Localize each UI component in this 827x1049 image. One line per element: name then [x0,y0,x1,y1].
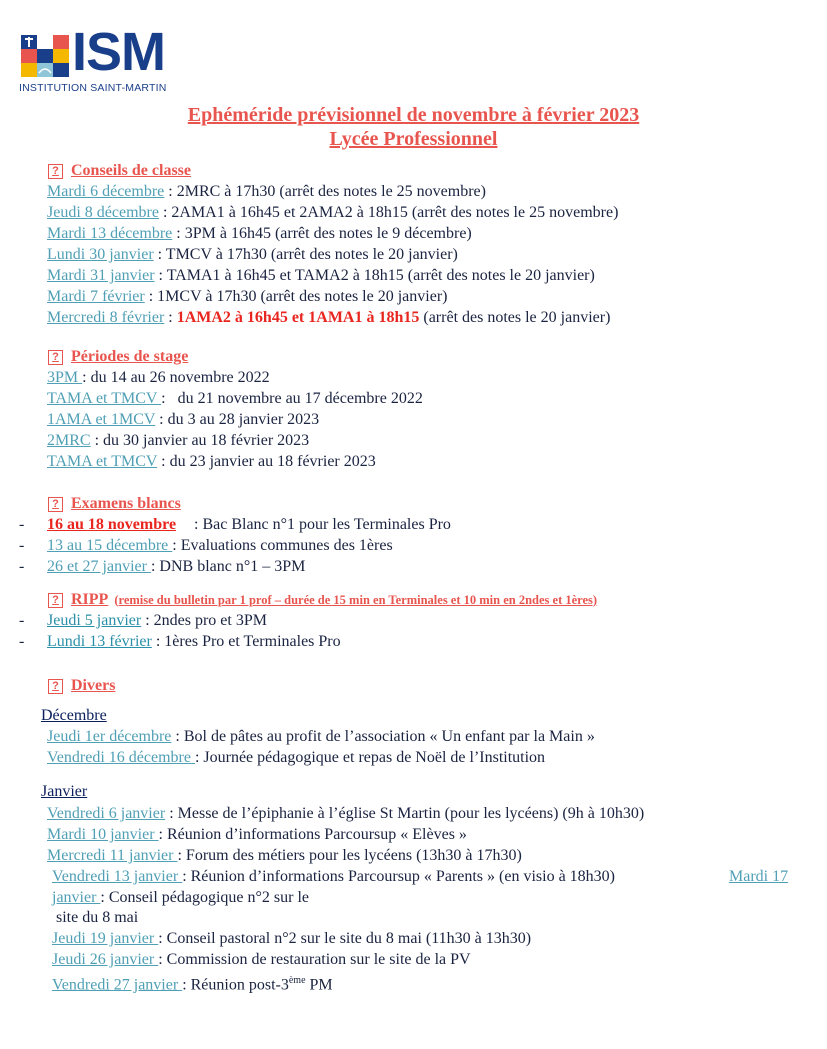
ism-logo [19,22,179,99]
list-item: Mardi 31 janvier : TAMA1 à 16h45 et TAMA2 à 18h15 (arrêt des notes le 20 janvier) [47,267,595,284]
list-item-content: Jeudi 5 janvier : 2ndes pro et 3PM [47,612,267,629]
list-item-continuation: site du 8 mai [56,909,139,926]
section-heading-divers: ? Divers [48,677,115,695]
date-link[interactable]: Lundi 13 février [47,633,152,650]
list-item: TAMA et TMCV : du 21 novembre au 17 décembre 2022 [47,390,423,407]
date-link[interactable]: Vendredi 27 janvier [52,976,183,994]
highlighted-schedule: 1AMA2 à 16h45 et 1AMA1 à 18h15 [176,309,420,326]
date-link[interactable]: Jeudi 19 janvier [52,930,159,947]
list-item: Mardi 13 décembre : 3PM à 16h45 (arrêt des notes le 9 décembre) [47,225,472,242]
list-item: Vendredi 27 janvier : Réunion post-3ème PM [52,975,333,994]
logo-emblem-icon [19,31,71,79]
date-link[interactable]: Jeudi 5 janvier [47,612,142,629]
list-item [19,515,177,535]
date-link-part1: Mardi 17 [729,868,789,885]
list-item: Lundi 30 janvier : TMCV à 17h30 (arrêt des notes le 20 janvier) [47,246,458,263]
bullet-dash: - [19,537,25,554]
list-item: TAMA et TMCV : du 23 janvier au 18 février 2023 [47,453,376,470]
list-item: Jeudi 1er décembre : Bol de pâtes au profit de l’association « Un enfant par la Main » [47,728,595,745]
list-item: janvier : Conseil pédagogique n°2 sur le [52,889,310,906]
missing-image-icon: ? [48,593,63,608]
class-link[interactable]: TAMA et TMCV [47,390,162,407]
bullet-dash: - [19,516,25,533]
date-link[interactable]: 13 au 15 décembre [47,537,173,554]
date-link[interactable]: Vendredi 13 janvier [52,868,183,885]
ripp-note: (remise du bulletin par 1 prof – durée de 15 min en Terminales et 10 min en 2ndes et 1ères) [114,592,598,607]
date-link[interactable]: Jeudi 26 janvier [52,951,159,968]
list-item: Jeudi 8 décembre : 2AMA1 à 16h45 et 2AMA2 à 18h15 (arrêt des notes le 25 novembre) [47,204,619,221]
logo-subtitle: INSTITUTION SAINT-MARTIN [19,82,167,94]
missing-image-icon: ? [48,164,63,179]
list-item: Mardi 6 décembre : 2MRC à 17h30 (arrêt des notes le 25 novembre) [47,183,486,200]
date-link[interactable]: Mardi 7 février [47,288,145,305]
list-item: 1AMA et 1MCV : du 3 au 28 janvier 2023 [47,411,320,428]
list-item: Mercredi 8 février : 1AMA2 à 16h45 et 1AMA1 à 18h15 (arrêt des notes le 20 janvier) [47,309,611,326]
date-link[interactable]: Mardi 10 janvier [47,826,159,843]
date-link[interactable]: Mercredi 8 février [47,309,165,326]
list-item: Vendredi 6 janvier : Messe de l’épiphanie à l’église St Martin (pour les lycéens) (9h à 10h30) [47,805,645,822]
section-heading-conseils: ? Conseils de classe [48,162,191,180]
list-item: Vendredi 13 janvier : Réunion d’informations Parcoursup « Parents » (en visio à 18h30) [52,868,616,885]
date-link[interactable]: Mardi 31 janvier [47,267,155,284]
list-item: 3PM : du 14 au 26 novembre 2022 [47,369,270,386]
list-item-text: : Bac Blanc n°1 pour les Terminales Pro [194,516,451,533]
list-item [19,536,24,556]
date-link[interactable]: Vendredi 6 janvier [47,805,166,822]
list-item-content: 13 au 15 décembre : Evaluations communes des 1ères [47,537,393,554]
month-heading-decembre: Décembre [41,707,107,724]
month-heading-janvier: Janvier [41,783,88,800]
page-subtitle: Lycée Professionnel [329,128,498,150]
list-item [19,611,24,631]
list-item: Mercredi 11 janvier : Forum des métiers pour les lycéens (13h30 à 17h30) [47,847,522,864]
list-item: Jeudi 26 janvier : Commission de restauration sur le site de la PV [52,951,471,968]
date-link[interactable]: Mercredi 11 janvier [47,847,178,864]
section-heading-stages: ? Périodes de stage [48,348,188,366]
missing-image-icon: ? [48,679,63,694]
list-item: 2MRC : du 30 janvier au 18 février 2023 [47,432,310,449]
list-item: Mardi 7 février : 1MCV à 17h30 (arrêt des notes le 20 janvier) [47,288,448,305]
missing-image-icon: ? [48,350,63,365]
section-heading-ripp: ? RIPP (remise du bulletin par 1 prof – durée de 15 min en Terminales et 10 min en 2ndes et 1ères) [48,591,597,609]
date-link[interactable]: Jeudi 1er décembre [47,728,172,745]
class-link[interactable]: 3PM [47,369,83,386]
list-item: Jeudi 19 janvier : Conseil pastoral n°2 sur le site du 8 mai (11h30 à 13h30) [52,930,532,947]
date-link[interactable]: Mardi 13 décembre [47,225,173,242]
date-link-part2[interactable]: janvier [52,889,101,906]
list-item [19,557,24,577]
bullet-dash: - [19,558,25,575]
section-heading-examens: ? Examens blancs [48,495,181,513]
class-link[interactable]: 1AMA et 1MCV [47,411,156,428]
list-item-content: 26 et 27 janvier : DNB blanc n°1 – 3PM [47,558,306,575]
logo-wordmark: ISM [72,22,166,82]
page-title: Ephéméride prévisionnel de novembre à février 2023 [187,104,640,126]
list-item: Mardi 10 janvier : Réunion d’informations Parcoursup « Elèves » [47,826,467,843]
class-link[interactable]: 2MRC [47,432,91,449]
date-link[interactable]: Lundi 30 janvier [47,246,154,263]
list-item [19,632,24,652]
missing-image-icon: ? [48,497,63,512]
date-link[interactable]: 16 au 18 novembre [47,516,177,533]
class-link[interactable]: TAMA et TMCV [47,453,158,470]
date-link[interactable]: Vendredi 16 décembre [47,749,195,766]
date-link[interactable]: Mardi 6 décembre [47,183,165,200]
date-link[interactable]: Jeudi 8 décembre [47,204,159,221]
date-link[interactable]: 26 et 27 janvier [47,558,151,575]
list-item-content: Lundi 13 février : 1ères Pro et Terminales Pro [47,633,341,650]
bullet-dash: - [19,612,25,629]
bullet-dash: - [19,633,25,650]
list-item: Vendredi 16 décembre : Journée pédagogique et repas de Noël de l’Institution [47,749,546,766]
